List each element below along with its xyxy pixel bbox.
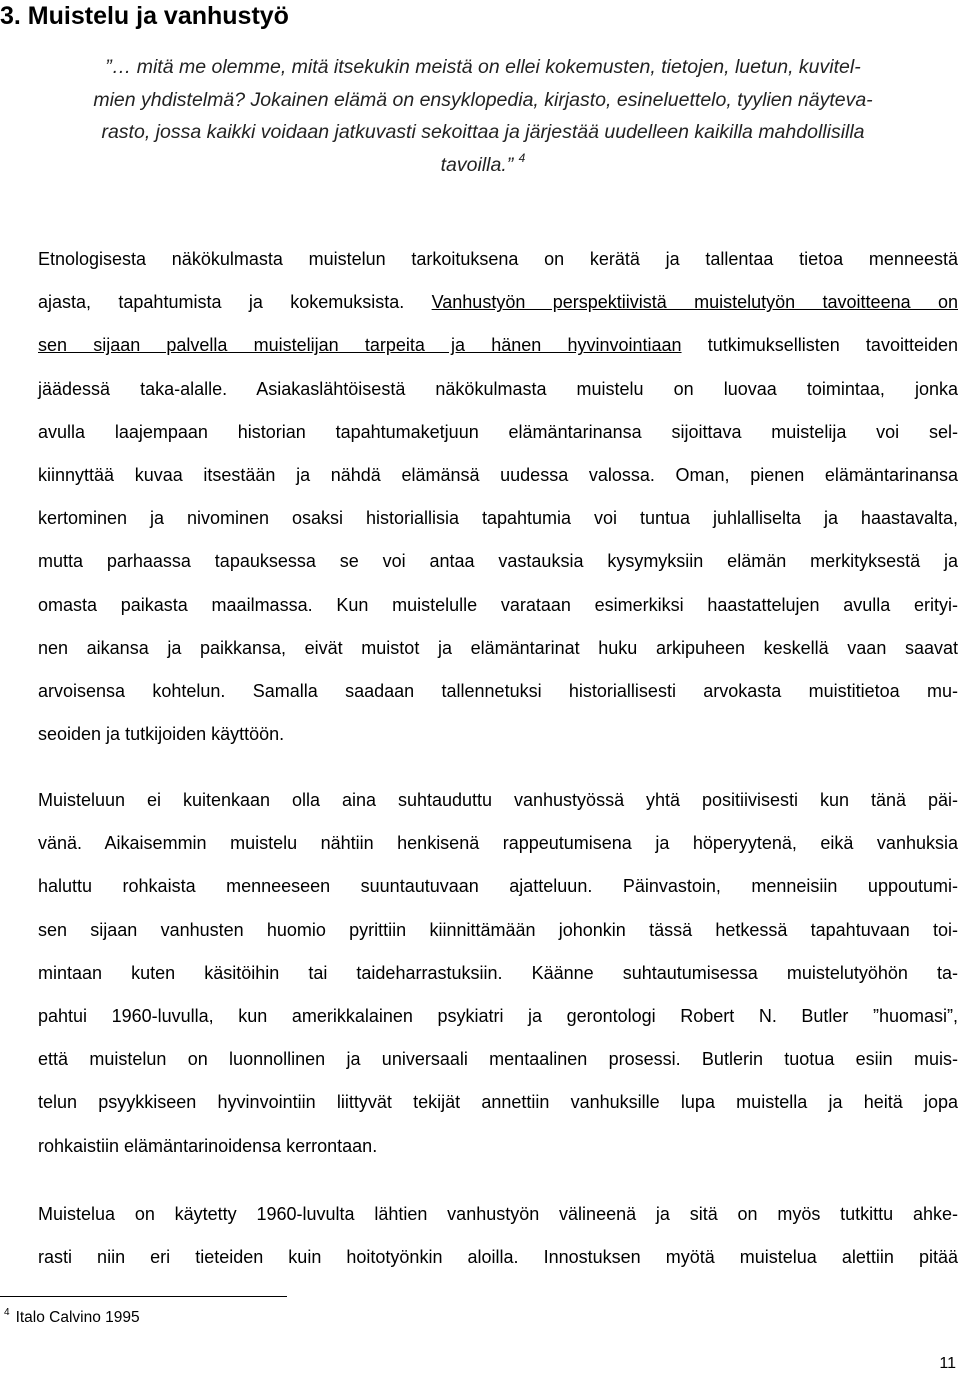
text-line: seoiden ja tutkijoiden käyttöön. <box>38 724 285 745</box>
quote-text-end: tavoilla.” <box>440 153 514 176</box>
text-line: kiinnyttää kuvaa itsestään ja nähdä elämänsä uudessa valossa. Oman, pienen elämäntarinansa <box>38 464 958 485</box>
text-line: sen sijaan vanhusten huomio pyrittiin kiinnittämään johonkin tässä hetkessä tapahtuvaan toi- <box>38 919 958 940</box>
text-line: telun psyykkiseen hyvinvointiin liittyvät tekijät annettiin vanhuksille lupa muistella ja heitä jopa <box>38 1092 958 1113</box>
quote-line: ”… mitä me olemme, mitä itsekukin meistä on ellei kokemusten, tietojen, luetun, kuvitel- <box>105 56 861 78</box>
text-line: jäädessä taka-alalle. Asiakaslähtöisestä näkökulmasta muistelu on luovaa toimintaa, jonka <box>38 378 958 399</box>
text-run: tutkimuksellisten tavoitteiden <box>681 335 958 356</box>
paragraph-1 <box>38 238 958 756</box>
quote-line: rasto, jossa kaikki voidaan jatkuvasti sekoittaa ja järjestää uudelleen kaikilla mahdollisilla <box>101 121 865 143</box>
text-line: että muistelun on luonnollinen ja universaali mentaalinen prosessi. Butlerin tuotua esiin muis- <box>38 1049 958 1070</box>
text-line: kertominen ja nivominen osaksi historiallisia tapahtumia voi tuntua juhlalliselta ja haastavalta, <box>38 508 958 529</box>
underlined-text: Vanhustyön perspektiivistä muistelutyön tavoitteena on <box>431 292 958 313</box>
underlined-text: sen sijaan palvella muistelijan tarpeita ja hänen hyvinvointiaan <box>38 335 682 356</box>
paragraph-2 <box>38 779 958 1168</box>
footnote-number: 4 <box>4 1307 10 1318</box>
footnote-reference[interactable]: 4 <box>518 150 526 165</box>
footnote-separator <box>0 1296 287 1297</box>
paragraph-3 <box>38 1193 958 1279</box>
text-line: Etnologisesta näkökulmasta muistelun tarkoituksena on kerätä ja tallentaa tietoa menneestä <box>38 249 958 269</box>
text-line: mutta parhaassa tapauksessa se voi antaa vastauksia kysymyksiin elämän merkityksestä ja <box>38 551 958 572</box>
text-line: avulla laajempaan historian tapahtumaketjuun elämäntarinansa sijoittava muistelija voi sel- <box>38 421 958 442</box>
quote-line-last <box>68 149 898 182</box>
text-line: omasta paikasta maailmassa. Kun muistelulle varataan esimerkiksi haastattelujen avulla erityi- <box>38 594 958 615</box>
text-line: haluttu rohkaista menneeseen suuntautuvaan ajatteluun. Päinvastoin, menneisiin uppoutumi- <box>38 876 958 897</box>
page-number: 11 <box>939 1355 956 1372</box>
epigraph-quote <box>68 51 898 181</box>
text-line: vänä. Aikaisemmin muistelu nähtiin henkisenä rappeutumisena ja höperyytenä, eikä vanhuksia <box>38 833 958 854</box>
text-run: ajasta, tapahtumista ja kokemuksista. <box>38 292 432 313</box>
text-line <box>38 281 958 324</box>
text-line: rasti niin eri tieteiden kuin hoitotyönkin aloilla. Innostuksen myötä muistelua alettiin pitää <box>38 1247 958 1268</box>
footnote-text: Italo Calvino 1995 <box>15 1309 140 1326</box>
text-line: Muistelua on käytetty 1960-luvulta lähtien vanhustyön välineenä ja sitä on myös tutkittu ahke- <box>38 1204 958 1224</box>
text-line <box>38 324 958 367</box>
quote-line: mien yhdistelmä? Jokainen elämä on ensyklopedia, kirjasto, esineluettelo, tyylien näyteva- <box>93 88 873 111</box>
text-line: arvoisensa kohtelun. Samalla saadaan tallennetuksi historiallisesti arvokasta muistitietoa mu- <box>38 680 958 701</box>
text-line: pahtui 1960-luvulla, kun amerikkalainen psykiatri ja gerontologi Robert N. Butler ”huomasi”, <box>38 1005 958 1026</box>
footnote <box>4 1307 140 1329</box>
text-line: nen aikansa ja paikkansa, eivät muistot ja elämäntarinat huku arkipuheen keskellä vaan saavat <box>38 637 958 658</box>
text-line: rohkaistiin elämäntarinoidensa kerrontaan. <box>38 1135 378 1156</box>
section-heading: 3. Muistelu ja vanhustyö <box>0 2 289 30</box>
text-line: Muisteluun ei kuitenkaan olla aina suhtauduttu vanhustyössä yhtä positiivisesti kun tänä päi- <box>38 790 958 810</box>
text-line: mintaan kuten käsitöihin tai taideharrastuksiin. Käänne suhtautumisessa muistelutyöhön ta- <box>38 962 958 983</box>
